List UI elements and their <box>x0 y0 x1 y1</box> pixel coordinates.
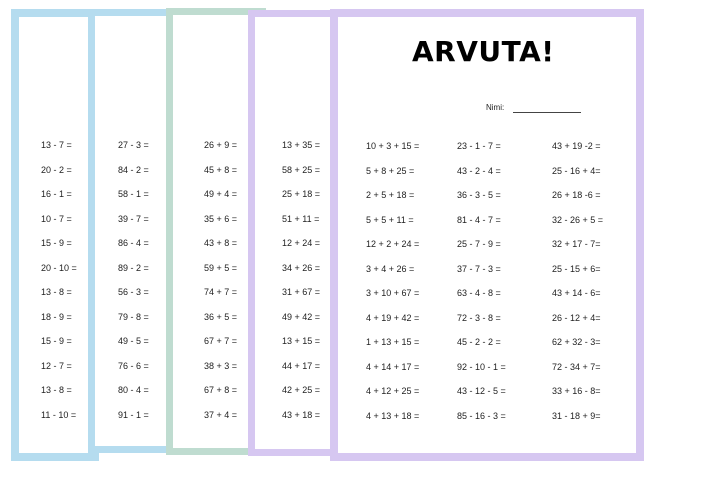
math-problem: 13 + 15 = <box>282 336 321 346</box>
math-problem: 3 + 10 + 67 = <box>366 288 420 298</box>
math-problem: 45 - 2 - 2 = <box>457 337 501 347</box>
math-problem: 4 + 13 + 18 = <box>366 410 420 421</box>
worksheet-1 <box>11 9 99 461</box>
math-problem: 37 - 7 - 3 = <box>457 263 501 274</box>
math-problem: 49 - 5 = <box>118 336 149 346</box>
math-problem: 5 + 8 + 25 = <box>366 165 415 176</box>
math-problem: 72 - 34 + 7= <box>552 361 601 372</box>
math-problem: 59 + 5 = <box>204 262 238 273</box>
math-problem: 18 - 9 = <box>41 311 72 322</box>
worksheet-front <box>330 9 644 461</box>
math-problem: 25 - 7 - 9 = <box>457 239 501 249</box>
math-problem: 10 + 3 + 15 = <box>366 141 420 151</box>
math-problem: 43 - 2 - 4 = <box>457 165 501 176</box>
math-problem: 25 + 18 = <box>282 189 321 199</box>
math-problem: 13 - 8 = <box>41 287 72 297</box>
math-problem: 58 - 1 = <box>118 189 149 199</box>
math-problem: 13 - 8 = <box>41 385 72 395</box>
math-problem: 20 - 2 = <box>41 164 72 175</box>
math-problem: 23 - 1 - 7 = <box>457 141 501 151</box>
math-problem: 26 + 9 = <box>204 140 238 150</box>
math-problem: 76 - 6 = <box>118 360 149 371</box>
math-problem: 20 - 10 = <box>41 262 77 273</box>
math-problem: 32 - 26 + 5 = <box>552 214 604 225</box>
worksheet-title: ARVUTA! <box>412 35 555 68</box>
math-problem: 79 - 8 = <box>118 311 149 322</box>
name-label: Nimi: <box>486 103 505 112</box>
math-problem: 4 + 12 + 25 = <box>366 386 420 396</box>
math-problem: 44 + 17 = <box>282 360 321 371</box>
math-problem: 36 + 5 = <box>204 311 238 322</box>
math-problem: 84 - 2 = <box>118 164 149 175</box>
math-problem: 15 - 9 = <box>41 238 72 248</box>
math-problem: 58 + 25 = <box>282 164 321 175</box>
math-problem: 26 + 18 -6 = <box>552 190 601 200</box>
math-problem: 92 - 10 - 1 = <box>457 361 506 372</box>
math-problem: 12 + 2 + 24 = <box>366 239 420 249</box>
math-problem: 10 - 7 = <box>41 213 72 224</box>
math-problem: 85 - 16 - 3 = <box>457 410 506 421</box>
math-problem: 12 + 24 = <box>282 238 321 248</box>
math-problem: 43 + 8 = <box>204 238 238 248</box>
math-problem: 4 + 19 + 42 = <box>366 312 420 323</box>
math-problem: 3 + 4 + 26 = <box>366 263 415 274</box>
math-problem: 74 + 7 = <box>204 287 238 297</box>
math-problem: 63 - 4 - 8 = <box>457 288 501 298</box>
math-problem: 13 + 35 = <box>282 140 321 150</box>
math-problem: 51 + 11 = <box>282 213 320 224</box>
math-problem: 62 + 32 - 3= <box>552 337 601 347</box>
math-problem: 43 + 14 - 6= <box>552 288 601 298</box>
math-problem: 12 - 7 = <box>41 360 72 371</box>
math-problem: 43 + 18 = <box>282 409 321 420</box>
math-problem: 91 - 1 = <box>118 409 149 420</box>
math-problem: 26 - 12 + 4= <box>552 312 601 323</box>
math-problem: 39 - 7 = <box>118 213 149 224</box>
math-problem: 5 + 5 + 11 = <box>366 214 414 225</box>
math-problem: 1 + 13 + 15 = <box>366 337 420 347</box>
math-problem: 42 + 25 = <box>282 385 321 395</box>
math-problem: 43 + 19 -2 = <box>552 141 601 151</box>
math-problem: 33 + 16 - 8= <box>552 386 601 396</box>
math-problem: 38 + 3 = <box>204 360 238 371</box>
math-problem: 56 - 3 = <box>118 287 149 297</box>
math-problem: 4 + 14 + 17 = <box>366 361 420 372</box>
math-problem: 43 - 12 - 5 = <box>457 386 506 396</box>
math-problem: 31 + 67 = <box>282 287 321 297</box>
math-problem: 72 - 3 - 8 = <box>457 312 501 323</box>
math-problem: 34 + 26 = <box>282 262 321 273</box>
math-problem: 80 - 4 = <box>118 385 149 395</box>
math-problem: 2 + 5 + 18 = <box>366 190 415 200</box>
name-line <box>513 112 581 113</box>
math-problem: 16 - 1 = <box>41 189 72 199</box>
math-problem: 13 - 7 = <box>41 140 72 150</box>
math-problem: 35 + 6 = <box>204 213 238 224</box>
math-problem: 67 + 7 = <box>204 336 238 346</box>
math-problem: 45 + 8 = <box>204 164 238 175</box>
math-problem: 11 - 10 = <box>41 409 77 420</box>
math-problem: 36 - 3 - 5 = <box>457 190 501 200</box>
math-problem: 27 - 3 = <box>118 140 149 150</box>
math-problem: 49 + 42 = <box>282 311 321 322</box>
math-problem: 67 + 8 = <box>204 385 238 395</box>
math-problem: 37 + 4 = <box>204 409 238 420</box>
math-problem: 49 + 4 = <box>204 189 238 199</box>
math-problem: 25 - 15 + 6= <box>552 263 601 274</box>
math-problem: 32 + 17 - 7= <box>552 239 601 249</box>
math-problem: 81 - 4 - 7 = <box>457 214 501 225</box>
math-problem: 89 - 2 = <box>118 262 149 273</box>
math-problem: 15 - 9 = <box>41 336 72 346</box>
math-problem: 25 - 16 + 4= <box>552 165 601 176</box>
math-problem: 31 - 18 + 9= <box>552 410 601 421</box>
math-problem: 86 - 4 = <box>118 238 149 248</box>
